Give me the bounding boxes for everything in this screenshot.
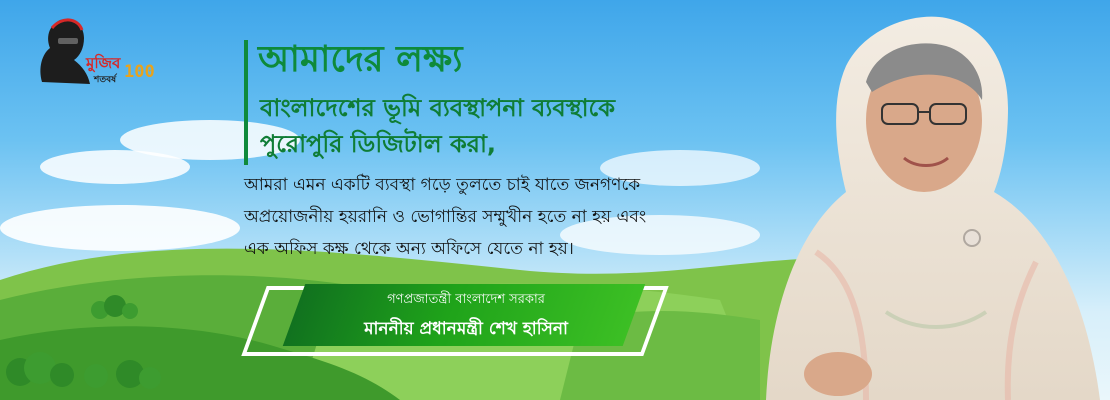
goal-line: বাংলাদেশের ভূমি ব্যবস্থাপনা ব্যবস্থাকে <box>260 94 615 122</box>
body-line: অপ্রয়োজনীয় হয়রানি ও ভোগান্তির সম্মুখীন হতে না হয় এবং <box>244 207 647 227</box>
ribbon-name: মাননীয় প্রধানমন্ত্রী শেখ হাসিনা <box>364 319 568 339</box>
accent-bar <box>244 40 248 165</box>
ribbon-org: গণপ্রজাতন্ত্রী বাংলাদেশ সরকার <box>387 292 545 307</box>
logo-title: মুজিব <box>86 54 121 72</box>
page-title: আমাদের লক্ষ্য <box>258 39 463 80</box>
title-ribbon <box>236 276 676 376</box>
goal-line: পুরোপুরি ডিজিটাল করা, <box>260 130 497 158</box>
body-line: এক অফিস কক্ষ থেকে অন্য অফিসে যেতে না হয়। <box>244 239 574 259</box>
mujib-borsho-logo <box>28 8 155 90</box>
portrait-sketch-icon <box>28 8 98 90</box>
portrait-illustration <box>746 12 1110 400</box>
logo-number: 100 <box>124 62 155 82</box>
body-line: আমরা এমন একটি ব্যবস্থা গড়ে তুলতে চাই যাতে জনগণকে <box>244 175 641 195</box>
logo-subtitle: শতবর্ষ <box>94 75 117 85</box>
